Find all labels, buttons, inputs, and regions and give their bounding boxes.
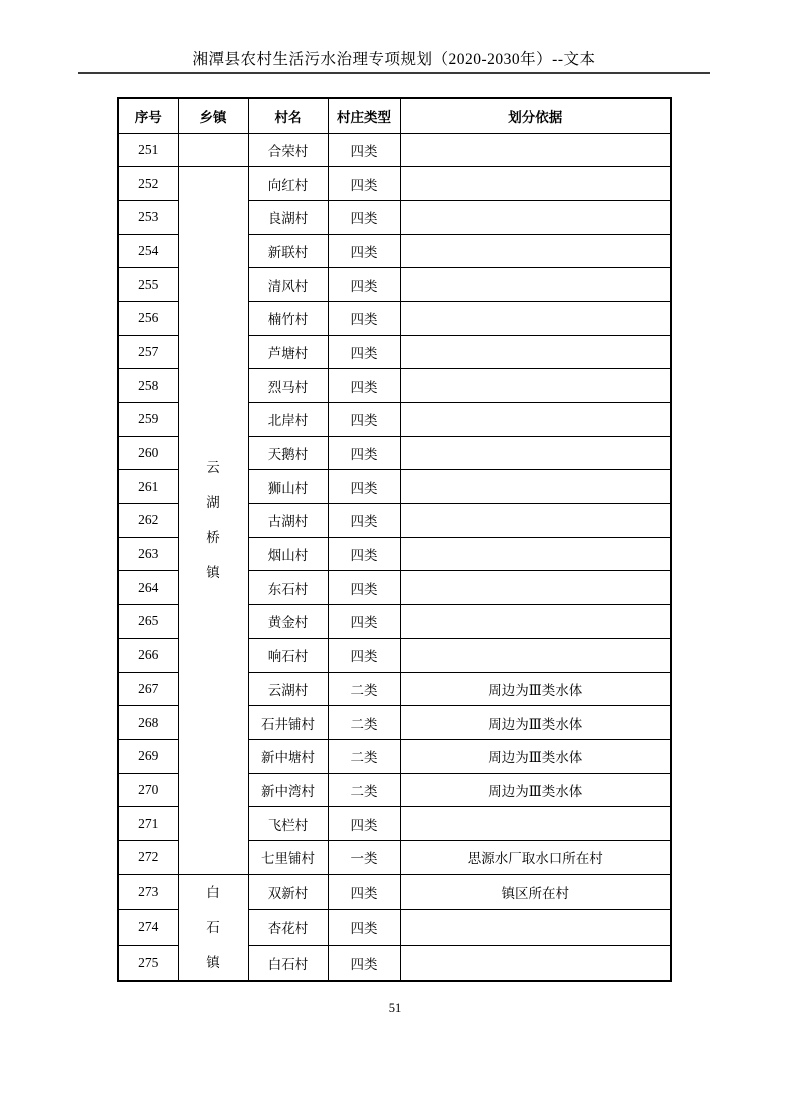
township-cell bbox=[178, 874, 248, 981]
village-classification-table bbox=[117, 97, 672, 982]
basis-cell: 镇区所在村 bbox=[400, 874, 671, 910]
basis-cell bbox=[400, 369, 671, 403]
village-type-cell: 一类 bbox=[328, 840, 400, 874]
village-name-cell: 古湖村 bbox=[248, 504, 328, 538]
basis-cell bbox=[400, 403, 671, 437]
basis-cell bbox=[400, 436, 671, 470]
village-name-cell: 狮山村 bbox=[248, 470, 328, 504]
serial-no-cell: 267 bbox=[118, 672, 178, 706]
basis-cell: 周边为Ⅲ类水体 bbox=[400, 672, 671, 706]
village-type-cell: 四类 bbox=[328, 369, 400, 403]
basis-cell bbox=[400, 605, 671, 639]
village-type-cell: 二类 bbox=[328, 706, 400, 740]
village-type-cell: 四类 bbox=[328, 605, 400, 639]
township-name: 云湖桥镇 bbox=[206, 460, 220, 581]
village-name-cell: 石井铺村 bbox=[248, 706, 328, 740]
village-name-cell: 白石村 bbox=[248, 945, 328, 981]
serial-no-cell: 253 bbox=[118, 200, 178, 234]
village-name-cell: 向红村 bbox=[248, 167, 328, 201]
serial-no-cell: 273 bbox=[118, 874, 178, 910]
serial-no-cell: 270 bbox=[118, 773, 178, 807]
serial-no-cell: 272 bbox=[118, 840, 178, 874]
serial-no-cell: 268 bbox=[118, 706, 178, 740]
village-name-cell: 合荣村 bbox=[248, 133, 328, 167]
village-type-cell: 四类 bbox=[328, 301, 400, 335]
serial-no-cell: 258 bbox=[118, 369, 178, 403]
basis-cell bbox=[400, 504, 671, 538]
basis-cell bbox=[400, 470, 671, 504]
village-name-cell: 清风村 bbox=[248, 268, 328, 302]
serial-no-cell: 263 bbox=[118, 537, 178, 571]
serial-no-cell: 274 bbox=[118, 910, 178, 946]
serial-no-cell: 260 bbox=[118, 436, 178, 470]
serial-no-cell: 261 bbox=[118, 470, 178, 504]
basis-cell bbox=[400, 537, 671, 571]
serial-no-cell: 257 bbox=[118, 335, 178, 369]
village-type-cell: 四类 bbox=[328, 167, 400, 201]
village-type-cell: 二类 bbox=[328, 739, 400, 773]
table-row bbox=[118, 133, 671, 167]
serial-no-cell: 254 bbox=[118, 234, 178, 268]
serial-no-cell: 265 bbox=[118, 605, 178, 639]
serial-no-cell: 262 bbox=[118, 504, 178, 538]
village-table-body bbox=[118, 133, 671, 981]
village-name-cell: 烈马村 bbox=[248, 369, 328, 403]
village-type-cell: 四类 bbox=[328, 874, 400, 910]
basis-cell bbox=[400, 268, 671, 302]
village-name-cell: 黄金村 bbox=[248, 605, 328, 639]
basis-cell bbox=[400, 910, 671, 946]
basis-cell: 思源水厂取水口所在村 bbox=[400, 840, 671, 874]
village-type-cell: 四类 bbox=[328, 807, 400, 841]
serial-no-cell: 275 bbox=[118, 945, 178, 981]
col-header-serial-no: 序号 bbox=[118, 98, 178, 133]
serial-no-cell: 259 bbox=[118, 403, 178, 437]
basis-cell: 周边为Ⅲ类水体 bbox=[400, 739, 671, 773]
serial-no-cell: 271 bbox=[118, 807, 178, 841]
basis-cell: 周边为Ⅲ类水体 bbox=[400, 773, 671, 807]
village-name-cell: 新中塘村 bbox=[248, 739, 328, 773]
township-cell bbox=[178, 133, 248, 167]
village-name-cell: 良湖村 bbox=[248, 200, 328, 234]
serial-no-cell: 266 bbox=[118, 638, 178, 672]
village-name-cell: 飞栏村 bbox=[248, 807, 328, 841]
village-type-cell: 四类 bbox=[328, 403, 400, 437]
village-type-cell: 四类 bbox=[328, 470, 400, 504]
basis-cell bbox=[400, 571, 671, 605]
basis-cell bbox=[400, 301, 671, 335]
basis-cell bbox=[400, 807, 671, 841]
basis-cell bbox=[400, 133, 671, 167]
serial-no-cell: 264 bbox=[118, 571, 178, 605]
col-header-basis: 划分依据 bbox=[400, 98, 671, 133]
village-type-cell: 二类 bbox=[328, 773, 400, 807]
village-name-cell: 新联村 bbox=[248, 234, 328, 268]
village-type-cell: 四类 bbox=[328, 200, 400, 234]
basis-cell bbox=[400, 234, 671, 268]
village-name-cell: 烟山村 bbox=[248, 537, 328, 571]
village-type-cell: 四类 bbox=[328, 133, 400, 167]
village-name-cell: 双新村 bbox=[248, 874, 328, 910]
table-header bbox=[118, 98, 671, 133]
document-title: 湘潭县农村生活污水治理专项规划（2020-2030年）--文本 bbox=[192, 51, 596, 68]
village-type-cell: 四类 bbox=[328, 537, 400, 571]
village-name-cell: 云湖村 bbox=[248, 672, 328, 706]
page-number: 51 bbox=[388, 1001, 402, 1015]
village-type-cell: 四类 bbox=[328, 910, 400, 946]
document-header bbox=[78, 0, 710, 74]
village-type-cell: 四类 bbox=[328, 504, 400, 538]
col-header-village-type: 村庄类型 bbox=[328, 98, 400, 133]
village-name-cell: 七里铺村 bbox=[248, 840, 328, 874]
village-name-cell: 新中湾村 bbox=[248, 773, 328, 807]
village-name-cell: 楠竹村 bbox=[248, 301, 328, 335]
village-name-cell: 东石村 bbox=[248, 571, 328, 605]
village-type-cell: 四类 bbox=[328, 571, 400, 605]
serial-no-cell: 251 bbox=[118, 133, 178, 167]
basis-cell: 周边为Ⅲ类水体 bbox=[400, 706, 671, 740]
table-row bbox=[118, 874, 671, 910]
village-type-cell: 四类 bbox=[328, 436, 400, 470]
village-name-cell: 响石村 bbox=[248, 638, 328, 672]
village-name-cell: 杏花村 bbox=[248, 910, 328, 946]
basis-cell bbox=[400, 200, 671, 234]
serial-no-cell: 269 bbox=[118, 739, 178, 773]
serial-no-cell: 252 bbox=[118, 167, 178, 201]
basis-cell bbox=[400, 638, 671, 672]
table-row bbox=[118, 167, 671, 201]
village-type-cell: 二类 bbox=[328, 672, 400, 706]
village-type-cell: 四类 bbox=[328, 335, 400, 369]
township-name: 白石镇 bbox=[206, 884, 220, 970]
table-header-row bbox=[118, 98, 671, 133]
basis-cell bbox=[400, 335, 671, 369]
col-header-village-name: 村名 bbox=[248, 98, 328, 133]
serial-no-cell: 256 bbox=[118, 301, 178, 335]
basis-cell bbox=[400, 945, 671, 981]
col-header-township: 乡镇 bbox=[178, 98, 248, 133]
village-type-cell: 四类 bbox=[328, 638, 400, 672]
township-cell bbox=[178, 167, 248, 874]
village-type-cell: 四类 bbox=[328, 234, 400, 268]
serial-no-cell: 255 bbox=[118, 268, 178, 302]
village-name-cell: 天鹅村 bbox=[248, 436, 328, 470]
village-name-cell: 北岸村 bbox=[248, 403, 328, 437]
basis-cell bbox=[400, 167, 671, 201]
village-type-cell: 四类 bbox=[328, 945, 400, 981]
village-name-cell: 芦塘村 bbox=[248, 335, 328, 369]
village-type-cell: 四类 bbox=[328, 268, 400, 302]
